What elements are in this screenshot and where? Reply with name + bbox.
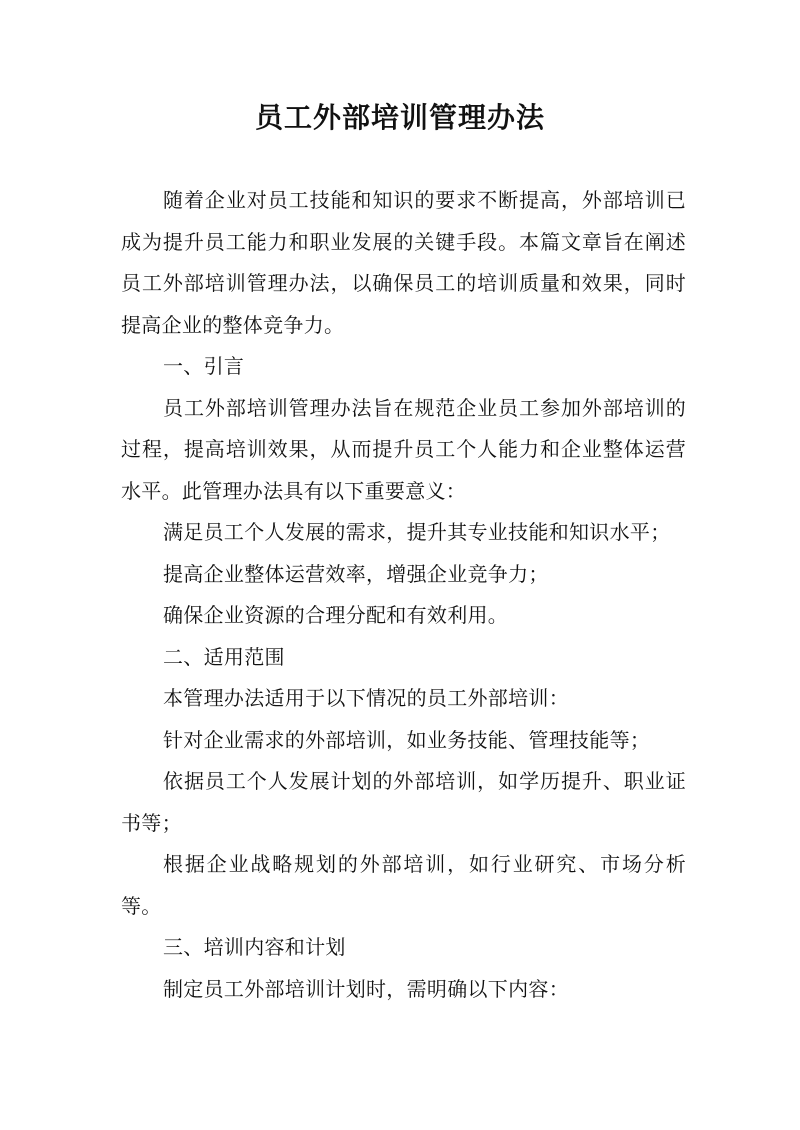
section-heading-content-plan: 三、培训内容和计划 xyxy=(163,935,346,959)
content-plan-paragraph: 制定员工外部培训计划时，需明确以下内容： xyxy=(163,976,569,1001)
scope-item: 根据企业战略规划的外部培训，如行业研究、市场分析等。 xyxy=(121,852,686,918)
scope-item: 针对企业需求的外部培训，如业务技能、管理技能等； xyxy=(163,727,651,752)
section-heading-scope: 二、适用范围 xyxy=(163,644,285,669)
significance-item: 满足员工个人发展的需求，提升其专业技能和知识水平； xyxy=(163,520,671,544)
significance-item: 提高企业整体运营效率，增强企业竞争力； xyxy=(163,561,549,586)
document-body xyxy=(121,180,686,1010)
document-title: 员工外部培训管理办法 xyxy=(254,101,545,134)
scope-paragraph: 本管理办法适用于以下情况的员工外部培训： xyxy=(163,686,569,710)
introduction-paragraph: 员工外部培训管理办法旨在规范企业员工参加外部培训的过程，提高培训效果，从而提升员工个人能力和企业整体运营水平。此管理办法具有以下重要意义： xyxy=(121,395,686,503)
intro-paragraph: 随着企业对员工技能和知识的要求不断提高，外部培训已成为提升员工能力和职业发展的关键手段。本篇文章旨在阐述员工外部培训管理办法，以确保员工的培训质量和效果，同时提高企业的整体竞争力。 xyxy=(121,188,686,337)
scope-item: 依据员工个人发展计划的外部培训，如学历提升、职业证书等； xyxy=(121,769,686,835)
section-heading-introduction: 一、引言 xyxy=(163,354,245,378)
significance-item: 确保企业资源的合理分配和有效利用。 xyxy=(163,603,509,627)
